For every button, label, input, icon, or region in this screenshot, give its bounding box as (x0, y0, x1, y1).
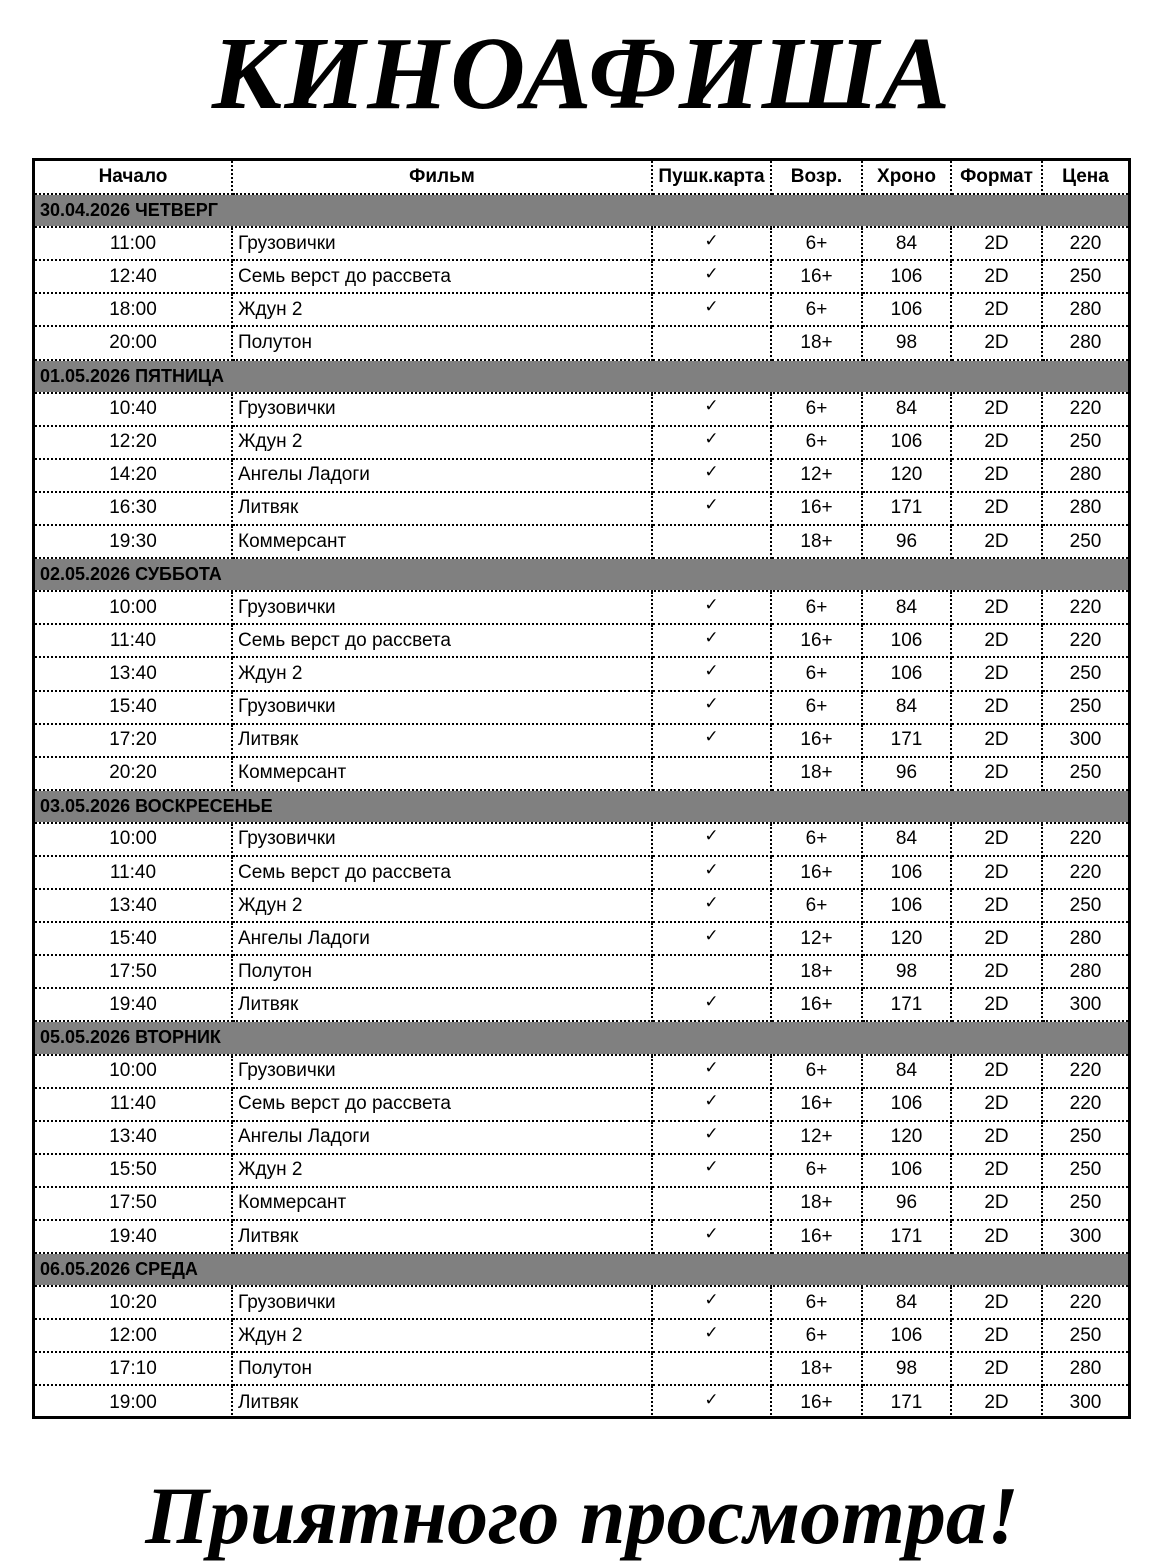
price-cell: 280 (1042, 955, 1128, 988)
duration-cell: 84 (862, 393, 951, 426)
check-icon: ✓ (704, 296, 719, 316)
pushkin-card-cell (652, 757, 771, 790)
pushkin-card-cell (652, 492, 771, 525)
check-icon: ✓ (704, 594, 719, 614)
duration-cell: 106 (862, 657, 951, 690)
pushkin-card-cell (652, 922, 771, 955)
film-cell: Ангелы Ладоги (232, 922, 652, 955)
format-cell: 2D (951, 525, 1042, 558)
time-cell: 13:40 (35, 1121, 232, 1154)
age-cell: 12+ (771, 922, 862, 955)
schedule-table (35, 161, 1128, 1419)
time-cell: 19:00 (35, 1385, 232, 1418)
price-cell: 220 (1042, 1055, 1128, 1088)
format-cell: 2D (951, 988, 1042, 1021)
time-cell: 13:40 (35, 889, 232, 922)
duration-cell: 171 (862, 724, 951, 757)
time-cell: 19:40 (35, 1220, 232, 1253)
check-icon: ✓ (704, 1223, 719, 1243)
pushkin-card-cell (652, 823, 771, 856)
age-cell: 6+ (771, 1154, 862, 1187)
duration-cell: 120 (862, 1121, 951, 1154)
day-label: 06.05.2026 СРЕДА (35, 1253, 1128, 1286)
check-icon: ✓ (704, 660, 719, 680)
pushkin-card-cell (652, 393, 771, 426)
format-cell: 2D (951, 591, 1042, 624)
price-cell: 280 (1042, 922, 1128, 955)
film-cell: Ждун 2 (232, 657, 652, 690)
format-cell: 2D (951, 823, 1042, 856)
check-icon: ✓ (704, 462, 719, 482)
time-cell: 12:20 (35, 426, 232, 459)
day-label: 30.04.2026 ЧЕТВЕРГ (35, 194, 1128, 227)
format-cell: 2D (951, 1121, 1042, 1154)
table-row (35, 657, 1128, 690)
film-cell: Полутон (232, 326, 652, 359)
price-cell: 300 (1042, 1220, 1128, 1253)
film-cell: Коммерсант (232, 525, 652, 558)
pushkin-card-cell (652, 1088, 771, 1121)
table-row (35, 1352, 1128, 1385)
page-title: КИНОАФИША (211, 16, 953, 131)
duration-cell: 106 (862, 856, 951, 889)
pushkin-card-cell (652, 525, 771, 558)
format-cell: 2D (951, 624, 1042, 657)
age-cell: 6+ (771, 691, 862, 724)
price-cell: 280 (1042, 326, 1128, 359)
table-row (35, 922, 1128, 955)
table-row (35, 591, 1128, 624)
table-row (35, 1121, 1128, 1154)
price-cell: 250 (1042, 525, 1128, 558)
format-cell: 2D (951, 1154, 1042, 1187)
time-cell: 20:00 (35, 326, 232, 359)
duration-cell: 84 (862, 691, 951, 724)
check-icon: ✓ (704, 1389, 719, 1409)
schedule-body (35, 194, 1128, 1418)
format-cell: 2D (951, 757, 1042, 790)
age-cell: 6+ (771, 591, 862, 624)
film-cell: Литвяк (232, 724, 652, 757)
duration-cell: 106 (862, 1319, 951, 1352)
format-cell: 2D (951, 393, 1042, 426)
column-header-age: Возр. (771, 161, 862, 194)
format-cell: 2D (951, 1088, 1042, 1121)
table-row (35, 823, 1128, 856)
price-cell: 250 (1042, 757, 1128, 790)
price-cell: 250 (1042, 691, 1128, 724)
time-cell: 20:20 (35, 757, 232, 790)
price-cell: 250 (1042, 1121, 1128, 1154)
price-cell: 220 (1042, 624, 1128, 657)
duration-cell: 84 (862, 1055, 951, 1088)
table-row (35, 1385, 1128, 1418)
pushkin-card-cell (652, 1220, 771, 1253)
price-cell: 300 (1042, 724, 1128, 757)
time-cell: 19:30 (35, 525, 232, 558)
film-cell: Грузовички (232, 823, 652, 856)
format-cell: 2D (951, 293, 1042, 326)
pushkin-card-cell (652, 889, 771, 922)
time-cell: 10:40 (35, 393, 232, 426)
duration-cell: 98 (862, 326, 951, 359)
day-header-row (35, 790, 1128, 823)
film-cell: Грузовички (232, 227, 652, 260)
film-cell: Грузовички (232, 591, 652, 624)
time-cell: 18:00 (35, 293, 232, 326)
age-cell: 18+ (771, 757, 862, 790)
film-cell: Ждун 2 (232, 1319, 652, 1352)
check-icon: ✓ (704, 694, 719, 714)
duration-cell: 96 (862, 1187, 951, 1220)
age-cell: 6+ (771, 293, 862, 326)
price-cell: 250 (1042, 1319, 1128, 1352)
duration-cell: 106 (862, 426, 951, 459)
duration-cell: 171 (862, 988, 951, 1021)
schedule-table-frame (32, 158, 1131, 1419)
format-cell: 2D (951, 724, 1042, 757)
check-icon: ✓ (704, 727, 719, 747)
age-cell: 16+ (771, 988, 862, 1021)
duration-cell: 120 (862, 459, 951, 492)
price-cell: 220 (1042, 1088, 1128, 1121)
age-cell: 6+ (771, 393, 862, 426)
pushkin-card-cell (652, 955, 771, 988)
duration-cell: 106 (862, 624, 951, 657)
table-row (35, 525, 1128, 558)
pushkin-card-cell (652, 326, 771, 359)
table-row (35, 1088, 1128, 1121)
time-cell: 13:40 (35, 657, 232, 690)
day-header-row (35, 1021, 1128, 1054)
format-cell: 2D (951, 1385, 1042, 1418)
format-cell: 2D (951, 227, 1042, 260)
age-cell: 6+ (771, 823, 862, 856)
check-icon: ✓ (704, 1157, 719, 1177)
film-cell: Коммерсант (232, 1187, 652, 1220)
table-row (35, 724, 1128, 757)
pushkin-card-cell (652, 1154, 771, 1187)
format-cell: 2D (951, 260, 1042, 293)
duration-cell: 106 (862, 1154, 951, 1187)
time-cell: 15:40 (35, 691, 232, 724)
table-row (35, 326, 1128, 359)
format-cell: 2D (951, 691, 1042, 724)
check-icon: ✓ (704, 1289, 719, 1309)
duration-cell: 106 (862, 260, 951, 293)
age-cell: 18+ (771, 1352, 862, 1385)
age-cell: 16+ (771, 724, 862, 757)
duration-cell: 106 (862, 293, 951, 326)
age-cell: 18+ (771, 326, 862, 359)
day-header-row (35, 360, 1128, 393)
check-icon: ✓ (704, 925, 719, 945)
duration-cell: 96 (862, 757, 951, 790)
duration-cell: 84 (862, 591, 951, 624)
format-cell: 2D (951, 1352, 1042, 1385)
time-cell: 15:40 (35, 922, 232, 955)
table-row (35, 492, 1128, 525)
format-cell: 2D (951, 1187, 1042, 1220)
time-cell: 11:40 (35, 1088, 232, 1121)
film-cell: Семь верст до рассвета (232, 624, 652, 657)
price-cell: 250 (1042, 260, 1128, 293)
pushkin-card-cell (652, 1385, 771, 1418)
day-label: 02.05.2026 СУББОТА (35, 558, 1128, 591)
film-cell: Ждун 2 (232, 889, 652, 922)
table-row (35, 955, 1128, 988)
duration-cell: 98 (862, 1352, 951, 1385)
check-icon: ✓ (704, 1322, 719, 1342)
format-cell: 2D (951, 657, 1042, 690)
duration-cell: 120 (862, 922, 951, 955)
check-icon: ✓ (704, 1124, 719, 1144)
pushkin-card-cell (652, 1319, 771, 1352)
pushkin-card-cell (652, 227, 771, 260)
age-cell: 12+ (771, 459, 862, 492)
film-cell: Литвяк (232, 988, 652, 1021)
pushkin-card-cell (652, 657, 771, 690)
film-cell: Семь верст до рассвета (232, 260, 652, 293)
age-cell: 16+ (771, 492, 862, 525)
time-cell: 17:50 (35, 1187, 232, 1220)
time-cell: 10:20 (35, 1286, 232, 1319)
format-cell: 2D (951, 1286, 1042, 1319)
pushkin-card-cell (652, 624, 771, 657)
table-row (35, 1055, 1128, 1088)
check-icon: ✓ (704, 396, 719, 416)
table-row (35, 393, 1128, 426)
film-cell: Ждун 2 (232, 293, 652, 326)
time-cell: 16:30 (35, 492, 232, 525)
duration-cell: 84 (862, 823, 951, 856)
table-row (35, 988, 1128, 1021)
table-row (35, 1154, 1128, 1187)
time-cell: 15:50 (35, 1154, 232, 1187)
age-cell: 18+ (771, 525, 862, 558)
duration-cell: 96 (862, 525, 951, 558)
time-cell: 17:10 (35, 1352, 232, 1385)
duration-cell: 106 (862, 1088, 951, 1121)
pushkin-card-cell (652, 988, 771, 1021)
duration-cell: 98 (862, 955, 951, 988)
time-cell: 19:40 (35, 988, 232, 1021)
film-cell: Ждун 2 (232, 426, 652, 459)
price-cell: 280 (1042, 492, 1128, 525)
price-cell: 280 (1042, 293, 1128, 326)
format-cell: 2D (951, 889, 1042, 922)
age-cell: 16+ (771, 1385, 862, 1418)
age-cell: 18+ (771, 1187, 862, 1220)
age-cell: 16+ (771, 624, 862, 657)
price-cell: 300 (1069, 1391, 1102, 1413)
table-row (35, 459, 1128, 492)
film-cell: Литвяк (232, 1385, 652, 1418)
format-cell: 2D (951, 856, 1042, 889)
price-cell: 250 (1042, 657, 1128, 690)
time-cell: 17:50 (35, 955, 232, 988)
time-cell: 12:00 (35, 1319, 232, 1352)
pushkin-card-cell (652, 260, 771, 293)
time-cell: 11:40 (35, 856, 232, 889)
price-cell: 220 (1042, 591, 1128, 624)
film-cell: Полутон (232, 955, 652, 988)
table-row (35, 624, 1128, 657)
check-icon: ✓ (704, 263, 719, 283)
pushkin-card-cell (652, 1352, 771, 1385)
film-cell: Литвяк (232, 492, 652, 525)
table-row (35, 227, 1128, 260)
table-row (35, 426, 1128, 459)
age-cell: 16+ (771, 1088, 862, 1121)
film-cell: Грузовички (232, 1286, 652, 1319)
format-cell: 2D (951, 1055, 1042, 1088)
check-icon: ✓ (704, 1091, 719, 1111)
film-cell: Семь верст до рассвета (232, 856, 652, 889)
footer-greeting: Приятного просмотра! (145, 1470, 1019, 1561)
duration-cell: 84 (862, 227, 951, 260)
time-cell: 10:00 (35, 823, 232, 856)
time-cell: 11:40 (35, 624, 232, 657)
day-label: 03.05.2026 ВОСКРЕСЕНЬЕ (35, 790, 1128, 823)
format-cell: 2D (951, 492, 1042, 525)
price-cell: 250 (1042, 1154, 1128, 1187)
column-header-price: Цена (1042, 161, 1128, 194)
pushkin-card-cell (652, 591, 771, 624)
price-cell: 250 (1042, 1187, 1128, 1220)
film-cell: Коммерсант (232, 757, 652, 790)
duration-cell: 84 (862, 1286, 951, 1319)
check-icon: ✓ (704, 826, 719, 846)
column-header-duration: Хроно (862, 161, 951, 194)
pushkin-card-cell (652, 856, 771, 889)
duration-cell: 106 (862, 889, 951, 922)
age-cell: 12+ (771, 1121, 862, 1154)
age-cell: 16+ (771, 260, 862, 293)
format-cell: 2D (951, 459, 1042, 492)
check-icon: ✓ (704, 230, 719, 250)
time-cell: 17:20 (35, 724, 232, 757)
day-header-row (35, 1253, 1128, 1286)
age-cell: 16+ (771, 1220, 862, 1253)
price-cell: 250 (1042, 889, 1128, 922)
duration-cell: 171 (862, 1385, 951, 1418)
age-cell: 6+ (771, 227, 862, 260)
format-cell: 2D (951, 955, 1042, 988)
format-cell: 2D (951, 1319, 1042, 1352)
column-header-start: Начало (35, 161, 232, 194)
pushkin-card-cell (652, 1187, 771, 1220)
format-cell: 2D (951, 1220, 1042, 1253)
check-icon: ✓ (704, 627, 719, 647)
pushkin-card-cell (652, 1286, 771, 1319)
check-icon: ✓ (704, 892, 719, 912)
film-cell: Семь верст до рассвета (232, 1088, 652, 1121)
column-header-pushkin-card: Пушк.карта (652, 161, 771, 194)
price-cell: 220 (1042, 1286, 1128, 1319)
duration-cell: 171 (862, 492, 951, 525)
price-cell: 250 (1042, 426, 1128, 459)
day-label: 01.05.2026 ПЯТНИЦА (35, 360, 1128, 393)
price-cell: 280 (1042, 1352, 1128, 1385)
column-header-format: Формат (951, 161, 1042, 194)
format-cell: 2D (951, 922, 1042, 955)
age-cell: 6+ (771, 889, 862, 922)
table-row (35, 691, 1128, 724)
film-cell: Ждун 2 (232, 1154, 652, 1187)
price-cell: 220 (1042, 823, 1128, 856)
price-cell: 220 (1042, 227, 1128, 260)
header-row (35, 161, 1128, 194)
price-cell: 220 (1042, 393, 1128, 426)
age-cell: 6+ (771, 1286, 862, 1319)
table-row (35, 1319, 1128, 1352)
age-cell: 6+ (771, 1319, 862, 1352)
table-row (35, 1286, 1128, 1319)
age-cell: 6+ (771, 1055, 862, 1088)
pushkin-card-cell (652, 293, 771, 326)
column-header-film: Фильм (232, 161, 652, 194)
film-cell: Ангелы Ладоги (232, 459, 652, 492)
pushkin-card-cell (652, 426, 771, 459)
table-row (35, 260, 1128, 293)
pushkin-card-cell (652, 1055, 771, 1088)
check-icon: ✓ (704, 429, 719, 449)
time-cell: 12:40 (35, 260, 232, 293)
table-row (35, 757, 1128, 790)
price-cell: 300 (1042, 988, 1128, 1021)
film-cell: Литвяк (232, 1220, 652, 1253)
pushkin-card-cell (652, 724, 771, 757)
day-header-row (35, 558, 1128, 591)
table-row (35, 856, 1128, 889)
film-cell: Полутон (232, 1352, 652, 1385)
check-icon: ✓ (704, 991, 719, 1011)
day-label: 05.05.2026 ВТОРНИК (35, 1021, 1128, 1054)
age-cell: 6+ (771, 426, 862, 459)
film-cell: Ангелы Ладоги (232, 1121, 652, 1154)
check-icon: ✓ (704, 1058, 719, 1078)
age-cell: 18+ (771, 955, 862, 988)
day-header-row (35, 194, 1128, 227)
time-cell: 10:00 (35, 591, 232, 624)
check-icon: ✓ (704, 859, 719, 879)
table-row (35, 1187, 1128, 1220)
price-cell: 220 (1042, 856, 1128, 889)
age-cell: 16+ (771, 856, 862, 889)
format-cell: 2D (951, 426, 1042, 459)
film-cell: Грузовички (232, 393, 652, 426)
pushkin-card-cell (652, 1121, 771, 1154)
table-row (35, 1220, 1128, 1253)
duration-cell: 171 (862, 1220, 951, 1253)
table-row (35, 293, 1128, 326)
format-cell: 2D (951, 326, 1042, 359)
time-cell: 11:00 (35, 227, 232, 260)
time-cell: 10:00 (35, 1055, 232, 1088)
check-icon: ✓ (704, 495, 719, 515)
table-row (35, 889, 1128, 922)
film-cell: Грузовички (232, 691, 652, 724)
time-cell: 14:20 (35, 459, 232, 492)
film-cell: Грузовички (232, 1055, 652, 1088)
pushkin-card-cell (652, 459, 771, 492)
price-cell: 280 (1042, 459, 1128, 492)
age-cell: 6+ (771, 657, 862, 690)
pushkin-card-cell (652, 691, 771, 724)
